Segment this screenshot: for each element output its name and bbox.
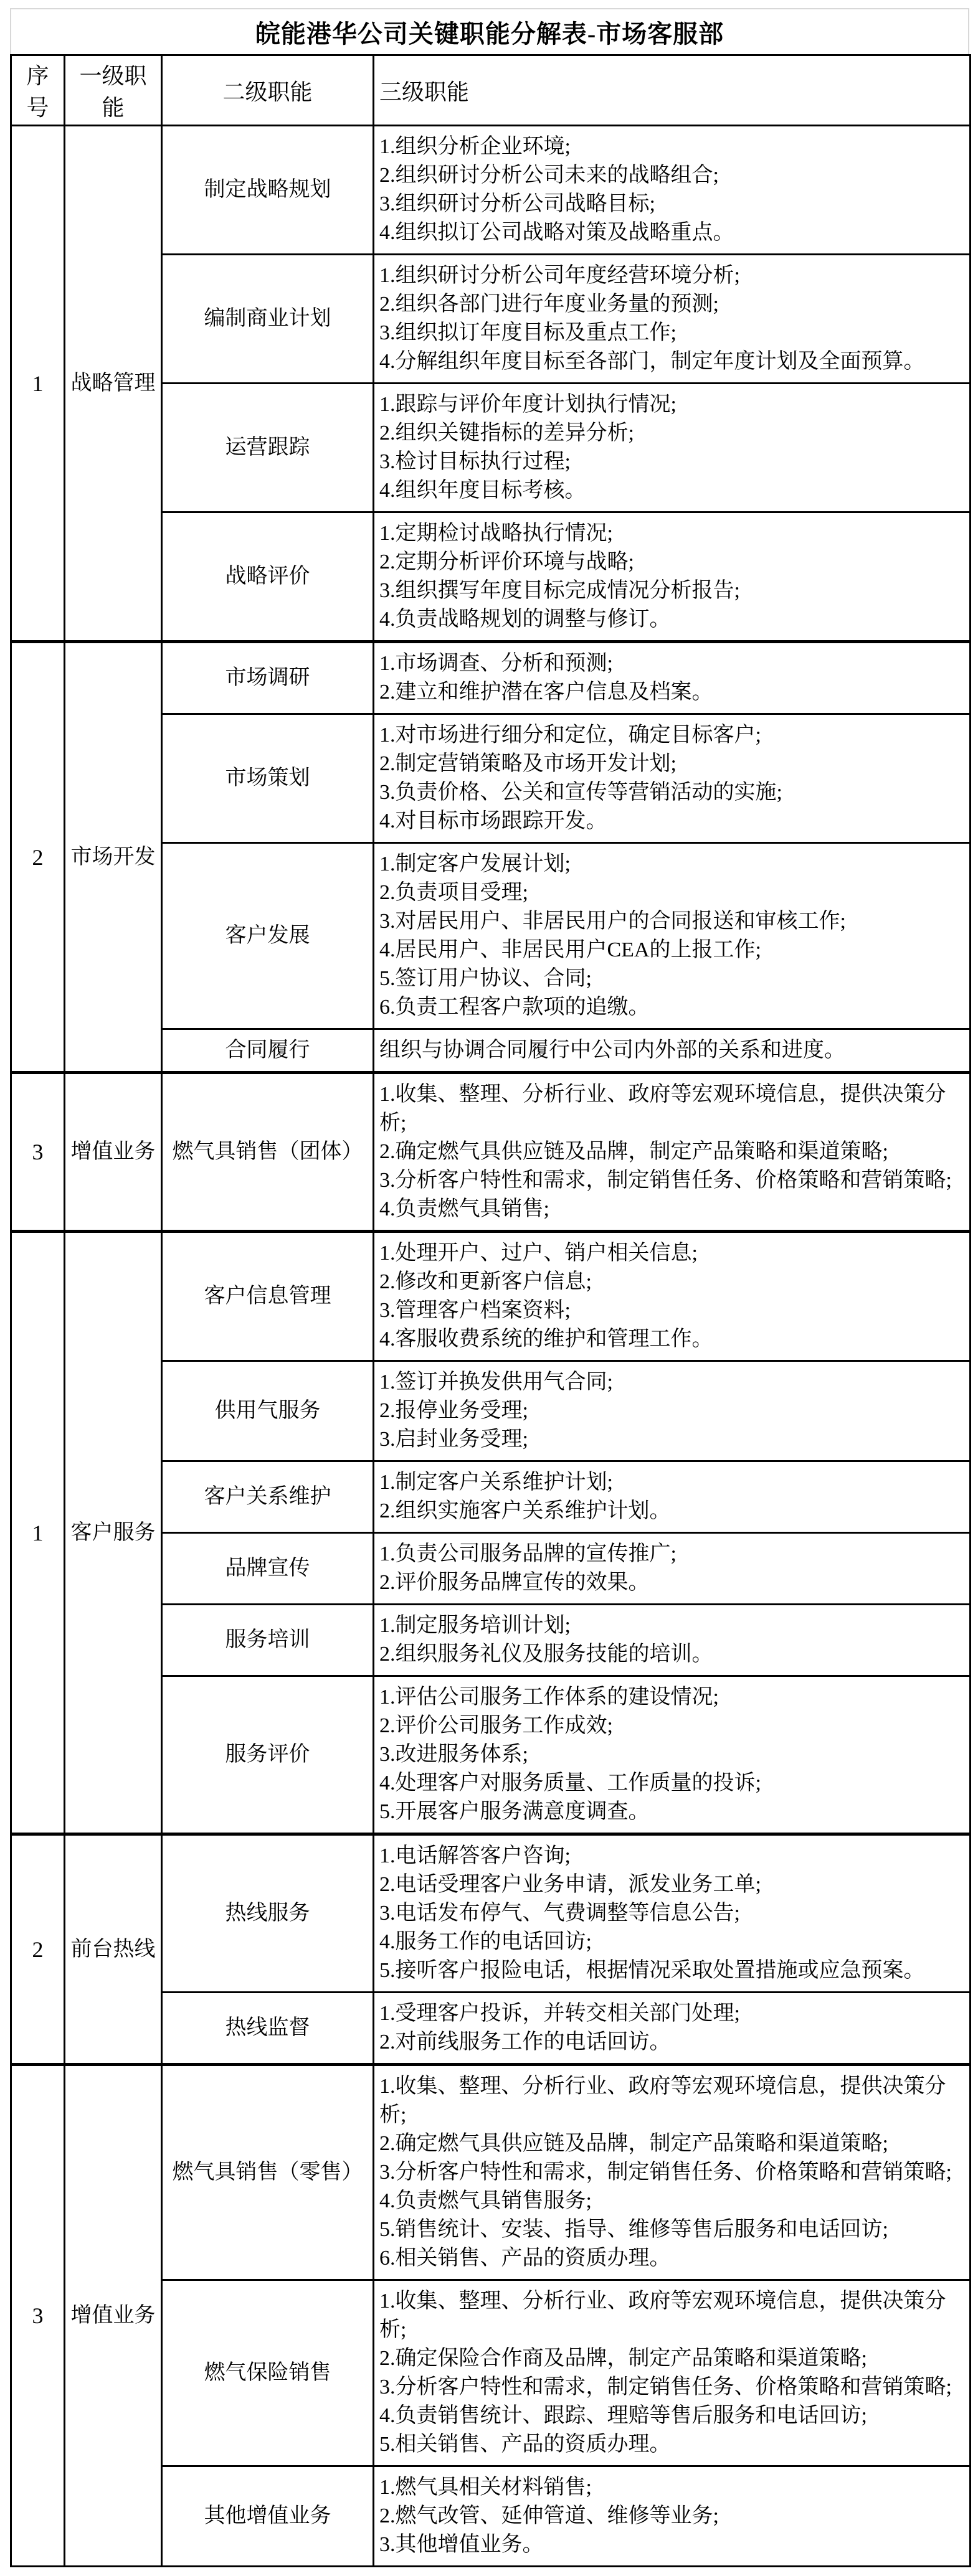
item-line: 1.签订并换发供用气合同; [379, 1371, 613, 1394]
item-line: 1.组织分析企业环境; [379, 135, 571, 158]
item-line: 2.制定营销策略及市场开发计划; [379, 752, 677, 775]
level2-cell: 制定战略规划 [162, 126, 374, 255]
level3-cell [374, 642, 971, 714]
level2-cell: 热线监督 [162, 1993, 374, 2065]
item-line: 1.处理开户、过户、销户相关信息; [379, 1242, 698, 1265]
level3-cell [374, 126, 971, 255]
level1-cell: 前台热线 [65, 1834, 162, 2065]
item-line: 5.销售统计、安装、指导、维修等售后服务和电话回访; [379, 2218, 888, 2241]
item-line: 1.跟踪与评价年度计划执行情况; [379, 393, 677, 416]
item-line: 2.报停业务受理; [379, 1399, 528, 1422]
level2-cell: 热线服务 [162, 1834, 374, 1993]
table-row [11, 1073, 971, 1232]
item-line: 1.电话解答客户咨询; [379, 1844, 571, 1867]
item-line: 4.客服收费系统的维护和管理工作。 [379, 1328, 713, 1351]
item-line: 4.负责销售统计、跟踪、理赔等售后服务和电话回访; [379, 2404, 867, 2427]
level3-cell [374, 255, 971, 384]
level3-cell [374, 843, 971, 1029]
level1-cell: 市场开发 [65, 642, 162, 1073]
item-line: 1.受理客户投诉，并转交相关部门处理; [379, 2002, 740, 2025]
item-line: 1.负责公司服务品牌的宣传推广; [379, 1542, 677, 1565]
level3-cell [374, 1834, 971, 1993]
level2-cell: 供用气服务 [162, 1361, 374, 1461]
level3-cell [374, 2065, 971, 2280]
level3-cell [374, 512, 971, 642]
item-line: 2.组织研讨分析公司未来的战略组合; [379, 164, 719, 187]
level1-cell: 增值业务 [65, 2065, 162, 2567]
level2-cell: 燃气具销售（团体） [162, 1073, 374, 1232]
level2-cell: 运营跟踪 [162, 384, 374, 512]
header-col-serial: 序号 [11, 55, 65, 126]
item-line: 3.负责价格、公关和宣传等营销活动的实施; [379, 781, 782, 804]
item-line: 4.服务工作的电话回访; [379, 1930, 592, 1953]
level3-cell [374, 1073, 971, 1232]
item-line: 3.组织撰写年度目标完成情况分析报告; [379, 579, 740, 602]
item-line: 组织与协调合同履行中公司内外部的关系和进度。 [379, 1039, 845, 1062]
item-line: 4.居民用户、非居民用户CEA的上报工作; [379, 938, 761, 961]
item-line: 1.市场调查、分析和预测; [379, 652, 613, 675]
serial-cell: 1 [11, 126, 65, 642]
item-line: 5.相关销售、产品的资质办理。 [379, 2433, 671, 2456]
item-line: 1.制定服务培训计划; [379, 1614, 571, 1637]
item-line: 4.负责战略规划的调整与修订。 [379, 608, 671, 631]
level3-cell [374, 1232, 971, 1361]
level2-cell: 客户关系维护 [162, 1461, 374, 1533]
item-line: 3.检讨目标执行过程; [379, 450, 571, 473]
level3-cell [374, 384, 971, 512]
level3-cell [374, 1533, 971, 1605]
item-line: 1.收集、整理、分析行业、政府等宏观环境信息，提供决策分析; [379, 2290, 946, 2341]
header-col-level1: 一级职能 [65, 55, 162, 126]
item-line: 1.制定客户关系维护计划; [379, 1471, 613, 1494]
header-col-level3: 三级职能 [374, 55, 971, 126]
item-line: 2.组织服务礼仪及服务技能的培训。 [379, 1643, 713, 1666]
item-line: 3.启封业务受理; [379, 1428, 528, 1451]
item-line: 4.组织年度目标考核。 [379, 479, 586, 502]
level3-cell [374, 2280, 971, 2466]
level2-cell: 编制商业计划 [162, 255, 374, 384]
item-line: 4.处理客户对服务质量、工作质量的投诉; [379, 1772, 761, 1795]
item-line: 1.定期检讨战略执行情况; [379, 522, 613, 545]
level3-cell [374, 1676, 971, 1834]
item-line: 3.电话发布停气、气费调整等信息公告; [379, 1902, 740, 1925]
level3-cell [374, 714, 971, 843]
level2-cell: 其他增值业务 [162, 2466, 374, 2567]
level2-cell: 客户信息管理 [162, 1232, 374, 1361]
level3-cell [374, 1361, 971, 1461]
item-line: 3.对居民用户、非居民用户的合同报送和审核工作; [379, 910, 846, 933]
item-line: 2.评价服务品牌宣传的效果。 [379, 1571, 650, 1594]
item-line: 4.组织拟订公司战略对策及战略重点。 [379, 221, 734, 244]
item-line: 2.对前线服务工作的电话回访。 [379, 2031, 671, 2054]
item-line: 4.负责燃气具销售; [379, 1197, 549, 1220]
item-line: 1.收集、整理、分析行业、政府等宏观环境信息，提供决策分析; [379, 2075, 946, 2126]
item-line: 2.确定保险合作商及品牌，制定产品策略和渠道策略; [379, 2347, 867, 2370]
item-line: 6.负责工程客户款项的追缴。 [379, 996, 650, 1019]
table-row [11, 2065, 971, 2280]
level2-cell: 市场策划 [162, 714, 374, 843]
level3-cell [374, 1993, 971, 2065]
serial-cell: 1 [11, 1232, 65, 1834]
header-col-level2: 二级职能 [162, 55, 374, 126]
item-line: 2.负责项目受理; [379, 881, 528, 904]
item-line: 2.定期分析评价环境与战略; [379, 550, 634, 573]
level3-cell [374, 1605, 971, 1676]
functions-table [10, 54, 971, 2567]
item-line: 3.组织拟订年度目标及重点工作; [379, 321, 677, 344]
item-line: 4.分解组织年度目标至各部门，制定年度计划及全面预算。 [379, 350, 925, 373]
item-line: 5.签订用户协议、合同; [379, 967, 592, 990]
table-row [11, 1834, 971, 1993]
level2-cell: 燃气保险销售 [162, 2280, 374, 2466]
item-line: 2.确定燃气具供应链及品牌，制定产品策略和渠道策略; [379, 1140, 888, 1163]
item-line: 2.组织关键指标的差异分析; [379, 422, 634, 445]
item-line: 4.负责燃气具销售服务; [379, 2189, 592, 2212]
item-line: 6.相关销售、产品的资质办理。 [379, 2247, 671, 2270]
item-line: 1.组织研讨分析公司年度经营环境分析; [379, 264, 740, 287]
table-body [11, 126, 971, 2567]
level2-cell: 市场调研 [162, 642, 374, 714]
page-title: 皖能港华公司关键职能分解表-市场客服部 [10, 8, 969, 54]
item-line: 1.制定客户发展计划; [379, 852, 571, 875]
item-line: 2.燃气改管、延伸管道、维修等业务; [379, 2504, 719, 2527]
item-line: 4.对目标市场跟踪开发。 [379, 809, 607, 833]
level1-cell: 客户服务 [65, 1232, 162, 1834]
level2-cell: 服务培训 [162, 1605, 374, 1676]
serial-cell: 2 [11, 1834, 65, 2065]
serial-cell: 2 [11, 642, 65, 1073]
item-line: 2.确定燃气具供应链及品牌，制定产品策略和渠道策略; [379, 2132, 888, 2155]
item-line: 3.分析客户特性和需求，制定销售任务、价格策略和营销策略; [379, 2375, 952, 2399]
item-line: 1.燃气具相关材料销售; [379, 2476, 592, 2499]
item-line: 2.建立和维护潜在客户信息及档案。 [379, 681, 713, 704]
item-line: 1.对市场进行细分和定位，确定目标客户; [379, 724, 761, 747]
item-line: 2.电话受理客户业务申请，派发业务工单; [379, 1873, 761, 1896]
level2-cell: 燃气具销售（零售） [162, 2065, 374, 2280]
table-row [11, 1232, 971, 1361]
level3-cell [374, 2466, 971, 2567]
level3-cell [374, 1029, 971, 1073]
level2-cell: 服务评价 [162, 1676, 374, 1834]
item-line: 2.评价公司服务工作成效; [379, 1714, 613, 1737]
item-line: 3.改进服务体系; [379, 1743, 528, 1766]
level2-cell: 品牌宣传 [162, 1533, 374, 1605]
item-line: 1.收集、整理、分析行业、政府等宏观环境信息，提供决策分析; [379, 1083, 946, 1135]
item-line: 5.开展客户服务满意度调查。 [379, 1800, 650, 1823]
table-header-row [11, 55, 971, 126]
item-line: 2.组织各部门进行年度业务量的预测; [379, 293, 719, 316]
item-line: 5.接听客户报险电话，根据情况采取处置措施或应急预案。 [379, 1959, 925, 1982]
item-line: 3.其他增值业务。 [379, 2533, 544, 2556]
level2-cell: 合同履行 [162, 1029, 374, 1073]
item-line: 2.修改和更新客户信息; [379, 1270, 592, 1293]
table-row [11, 126, 971, 255]
table-row [11, 642, 971, 714]
item-line: 2.组织实施客户关系维护计划。 [379, 1499, 671, 1522]
item-line: 1.评估公司服务工作体系的建设情况; [379, 1686, 719, 1709]
level2-cell: 战略评价 [162, 512, 374, 642]
item-line: 3.管理客户档案资料; [379, 1299, 571, 1322]
level1-cell: 增值业务 [65, 1073, 162, 1232]
item-line: 3.组织研讨分析公司战略目标; [379, 192, 655, 215]
item-line: 3.分析客户特性和需求，制定销售任务、价格策略和营销策略; [379, 2161, 952, 2184]
item-line: 3.分析客户特性和需求，制定销售任务、价格策略和营销策略; [379, 1169, 952, 1192]
serial-cell: 3 [11, 1073, 65, 1232]
level1-cell: 战略管理 [65, 126, 162, 642]
serial-cell: 3 [11, 2065, 65, 2567]
level3-cell [374, 1461, 971, 1533]
level2-cell: 客户发展 [162, 843, 374, 1029]
